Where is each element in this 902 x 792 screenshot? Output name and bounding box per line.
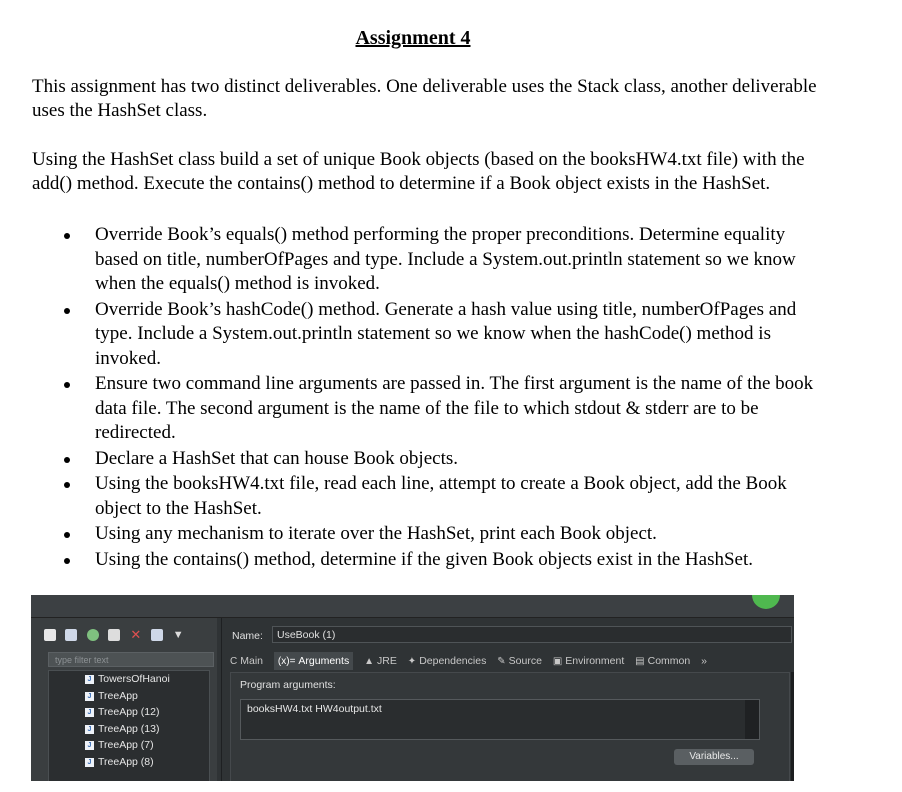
- tree-item[interactable]: J TreeApp (8): [49, 754, 209, 771]
- filter-input[interactable]: type filter text: [48, 652, 214, 667]
- tab-source[interactable]: ✎ Source: [497, 652, 542, 670]
- tree-item[interactable]: J TowersOfHanoi: [49, 671, 209, 688]
- requirement-item: Override Book’s equals() method performing the proper preconditions. Determine equality based on title, numberOfPages and type. Include a System.out.println statement so we know when the equals() method is invoked.: [0, 223, 830, 297]
- requirement-item: Using the booksHW4.txt file, read each line, attempt to create a Book object, add the Book object to the HashSet.: [0, 472, 830, 521]
- tab-common[interactable]: ▤ Common: [635, 652, 690, 670]
- java-app-icon: J: [85, 741, 94, 750]
- name-label: Name:: [232, 630, 263, 642]
- java-app-icon: J: [85, 692, 94, 701]
- export-config-icon[interactable]: [65, 629, 77, 641]
- tree-item[interactable]: J TreeApp (7): [49, 737, 209, 754]
- tab-jre[interactable]: ▲ JRE: [364, 652, 397, 670]
- requirement-item: Using the contains() method, determine if the given Book objects exist in the HashSet.: [0, 548, 830, 573]
- duplicate-config-icon[interactable]: [87, 629, 99, 641]
- config-toolbar: [44, 626, 190, 640]
- tab-environment[interactable]: ▣ Environment: [553, 652, 624, 670]
- tab-main[interactable]: C Main: [230, 652, 263, 670]
- launch-config-pane: [31, 618, 217, 781]
- variables-button[interactable]: Variables...: [674, 749, 754, 765]
- requirement-item: Override Book’s hashCode() method. Generate a hash value using title, numberOfPages and type. Include a System.out.println statement so we know when the hashCode() method is invoked.: [0, 298, 830, 372]
- requirements-list: [0, 223, 830, 573]
- tab-arguments[interactable]: (x)= Arguments: [274, 652, 353, 670]
- main-tab-icon: C: [230, 656, 238, 667]
- java-app-icon: J: [85, 708, 94, 717]
- hashset-paragraph: Using the HashSet class build a set of unique Book objects (based on the booksHW4.txt file) with the add() method. Execute the contains() method to determine if a Book object exists in the HashSet.: [32, 149, 805, 194]
- tree-item[interactable]: J TreeApp (12): [49, 704, 209, 721]
- program-arguments-field[interactable]: [240, 699, 760, 740]
- eclipse-run-config-screenshot: [31, 595, 794, 781]
- run-icon: [752, 595, 780, 609]
- args-scrollbar[interactable]: [745, 700, 759, 739]
- collapse-all-icon[interactable]: [151, 629, 163, 641]
- delete-icon[interactable]: ✕: [130, 626, 142, 642]
- java-app-icon: J: [85, 758, 94, 767]
- config-tree: [48, 670, 210, 781]
- requirement-item: Using any mechanism to iterate over the HashSet, print each Book object.: [0, 522, 830, 547]
- java-app-icon: J: [85, 675, 94, 684]
- jre-tab-icon: ▲: [364, 656, 375, 667]
- source-tab-icon: ✎: [497, 656, 506, 667]
- assignment-title: Assignment 4: [355, 27, 471, 49]
- filter-icon[interactable]: ▼: [172, 628, 184, 641]
- dependencies-tab-icon: ✦: [407, 656, 417, 667]
- tab-dependencies[interactable]: ✦ Dependencies: [408, 652, 487, 670]
- program-arguments-text: booksHW4.txt HW4output.txt: [247, 703, 382, 715]
- java-app-icon: J: [85, 725, 94, 734]
- intro-paragraph: This assignment has two distinct deliverables. One deliverable uses the Stack class, another deliverable uses the HashSet class.: [32, 76, 817, 121]
- config-tabs: [230, 652, 794, 670]
- requirement-item: Ensure two command line arguments are passed in. The first argument is the name of the book data file. The second argument is the name of the file to which stdout & stderr are to be redirected.: [0, 372, 830, 446]
- window-top-bar: [31, 595, 794, 618]
- new-config-icon[interactable]: [44, 629, 56, 641]
- tree-item[interactable]: J TreeApp (13): [49, 721, 209, 738]
- tab-overflow[interactable]: »: [701, 655, 707, 667]
- requirement-item: Declare a HashSet that can house Book objects.: [0, 447, 830, 472]
- config-editor: [221, 618, 794, 781]
- panel-edge: [791, 672, 794, 781]
- program-arguments-label: Program arguments:: [240, 679, 336, 691]
- tree-item[interactable]: J TreeApp: [49, 688, 209, 705]
- common-tab-icon: ▤: [635, 656, 645, 667]
- document-icon[interactable]: [108, 629, 120, 641]
- environment-tab-icon: ▣: [552, 656, 563, 667]
- arguments-tab-icon: (x)=: [277, 656, 296, 667]
- name-field[interactable]: UseBook (1): [272, 626, 792, 643]
